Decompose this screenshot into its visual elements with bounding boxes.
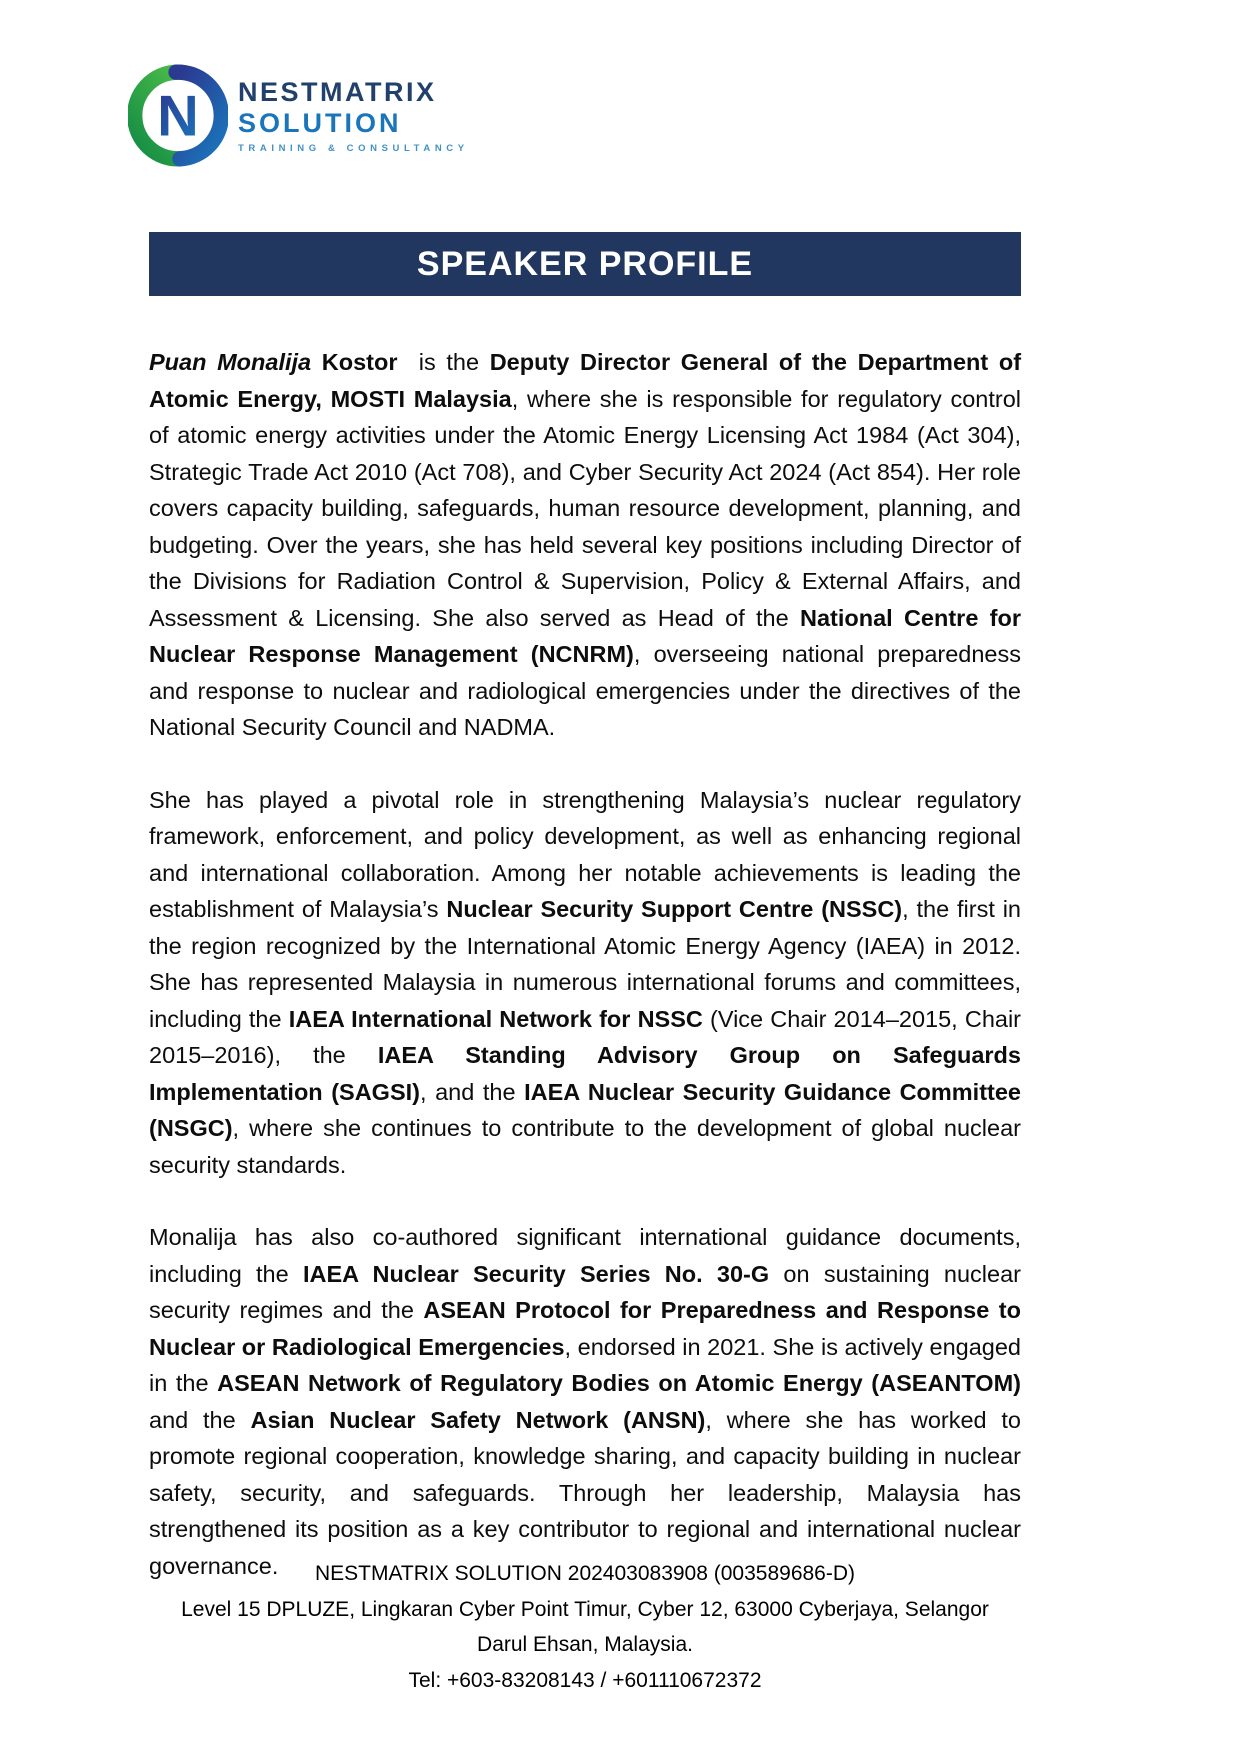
svg-text:N: N <box>157 84 199 149</box>
speaker-profile-banner <box>149 232 1021 296</box>
page-title: SPEAKER PROFILE <box>416 244 754 283</box>
company-logo-text <box>238 77 469 153</box>
footer <box>149 1556 1021 1698</box>
company-logo <box>128 64 469 167</box>
company-tagline: TRAINING & CONSULTANCY <box>238 142 469 154</box>
profile-paragraph-2: She has played a pivotal role in strengthening Malaysia’s nuclear regulatory framework, enforcement, and policy development, as well as enhancing regional and international collaboration. Among her notable achievements is leading the establishment of Malaysia’s Nuclear Security Support Centre (NSSC), the first in the region recognized by the International Atomic Energy Agency (IAEA) in 2012. She has represented Malaysia in numerous international forums and committees, including the IAEA International Network for NSSC (Vice Chair 2014–2015, Chair 2015–2016), the IAEA Standing Advisory Group on Safeguards Implementation (SAGSI), and the IAEA Nuclear Security Guidance Committee (NSGC), where she continues to contribute to the development of global nuclear security standards. <box>149 786 1028 1178</box>
nestmatrix-n-circle-icon <box>128 64 228 167</box>
company-name-line2: SOLUTION <box>238 107 402 138</box>
footer-phone-line: Tel: +603-83208143 / +601110672372 <box>408 1668 762 1692</box>
profile-paragraph-3: Monalija has also co-authored significant international guidance documents, including the IAEA Nuclear Security Series No. 30-G on sustaining nuclear security regimes and the ASEAN Protocol for Preparedness and Response to Nuclear or Radiological Emergencies, endorsed in 2021. She is actively engaged in the ASEAN Network of Regulatory Bodies on Atomic Energy (ASEANTOM) and the Asian Nuclear Safety Network (ANSN), where she has worked to promote regional cooperation, knowledge sharing, and capacity building in nuclear safety, security, and safeguards. Through her leadership, Malaysia has strengthened its position as a key contributor to regional and international nuclear governance. <box>149 1224 1028 1579</box>
profile-paragraph-1: Puan Monalija Kostor is the Deputy Director General of the Department of Atomic Energy, MOSTI Malaysia, where she is responsible for regulatory control of atomic energy activities under the Atomic Energy Licensing Act 1984 (Act 304), Strategic Trade Act 2010 (Act 708), and Cyber Security Act 2024 (Act 854). Her role covers capacity building, safeguards, human resource development, planning, and budgeting. Over the years, she has held several key positions including Director of the Divisions for Radiation Control & Supervision, Policy & External Affairs, and Assessment & Licensing. She also served as Head of the National Centre for Nuclear Response Management (NCNRM), overseeing national preparedness and response to nuclear and radiological emergencies under the directives of the National Security Council and NADMA. <box>149 349 1028 740</box>
footer-company-line: NESTMATRIX SOLUTION 202403083908 (003589686-D) <box>314 1562 856 1585</box>
footer-address-block <box>170 1556 1000 1698</box>
company-name-line1: NESTMATRIX <box>238 77 437 108</box>
footer-address-line: Level 15 DPLUZE, Lingkaran Cyber Point Timur, Cyber 12, 63000 Cyberjaya, Selangor Darul Ehsan, Malaysia. <box>181 1597 989 1656</box>
profile-body <box>149 344 1028 1584</box>
